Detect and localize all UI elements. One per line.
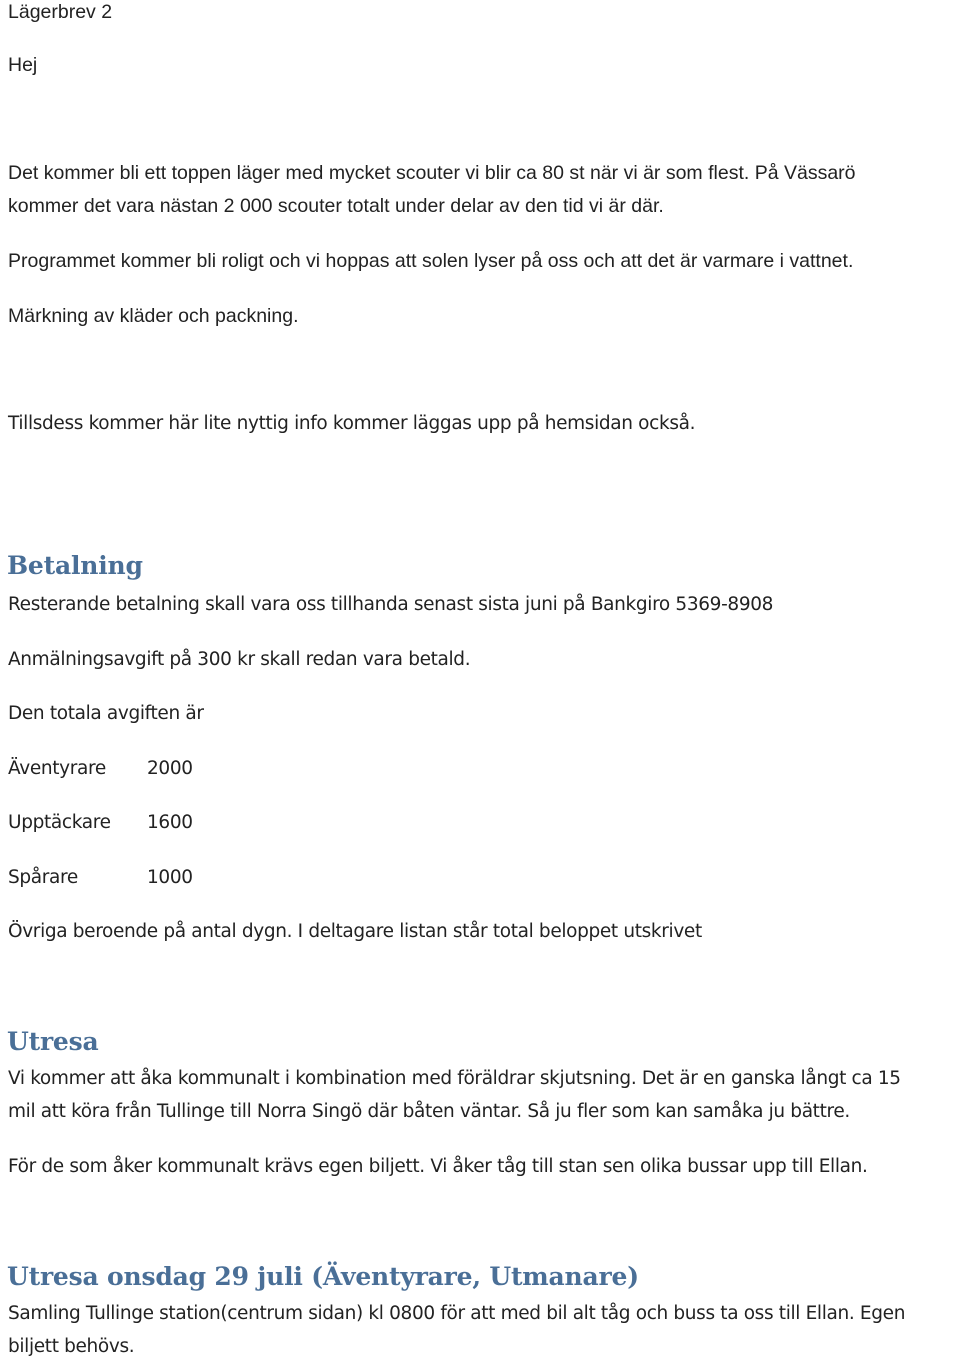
total-fee-intro: Den totala avgiften är — [8, 703, 204, 724]
labeling-paragraph: Märkning av kläder och packning. — [8, 305, 299, 327]
intro-paragraph-line-2: kommer det vara nästan 2 000 scouter totalt under delar av den tid vi är där. — [8, 195, 664, 217]
payment-note: Övriga beroende på antal dygn. I deltagare listan står total beloppet utskrivet — [8, 921, 702, 942]
fee-amount: 1000 — [147, 867, 193, 888]
travel-line-1: Vi kommer att åka kommunalt i kombination med föräldrar skjutsning. Det är en ganska långt ca 15 — [8, 1068, 901, 1089]
travel-heading: Utresa — [7, 1027, 99, 1056]
travel-wednesday-line-1: Samling Tullinge station(centrum sidan) kl 0800 för att med bil alt tåg och buss ta oss till Ellan. Egen — [8, 1303, 906, 1324]
fee-name: Upptäckare — [8, 812, 111, 833]
fee-name: Spårare — [8, 867, 78, 888]
fee-amount: 1600 — [147, 812, 193, 833]
travel-wednesday-line-2: biljett behövs. — [8, 1336, 135, 1357]
fee-row — [8, 866, 193, 890]
registration-fee: Anmälningsavgift på 300 kr skall redan vara betald. — [8, 649, 471, 670]
fee-row — [8, 757, 193, 781]
travel-wednesday-heading: Utresa onsdag 29 juli (Äventyrare, Utmanare) — [7, 1262, 639, 1291]
letter-title: Lägerbrev 2 — [8, 1, 113, 23]
fee-amount: 2000 — [147, 758, 193, 779]
fee-name: Äventyrare — [8, 758, 106, 779]
payment-heading: Betalning — [7, 551, 143, 580]
greeting: Hej — [8, 54, 38, 76]
program-paragraph: Programmet kommer bli roligt och vi hoppas att solen lyser på oss och att det är varmare i vattnet. — [8, 250, 854, 272]
intro-paragraph-line-1: Det kommer bli ett toppen läger med mycket scouter vi blir ca 80 st när vi är som flest. På Vässarö — [8, 162, 856, 184]
travel-line-3: För de som åker kommunalt krävs egen biljett. Vi åker tåg till stan sen olika bussar upp till Ellan. — [8, 1156, 868, 1177]
info-paragraph: Tillsdess kommer här lite nyttig info kommer läggas upp på hemsidan också. — [8, 413, 696, 434]
payment-deadline: Resterande betalning skall vara oss tillhanda senast sista juni på Bankgiro 5369-8908 — [8, 594, 774, 615]
travel-line-2: mil att köra från Tullinge till Norra Singö där båten väntar. Så ju fler som kan samåka ju bättre. — [8, 1101, 850, 1122]
fee-row — [8, 811, 193, 835]
